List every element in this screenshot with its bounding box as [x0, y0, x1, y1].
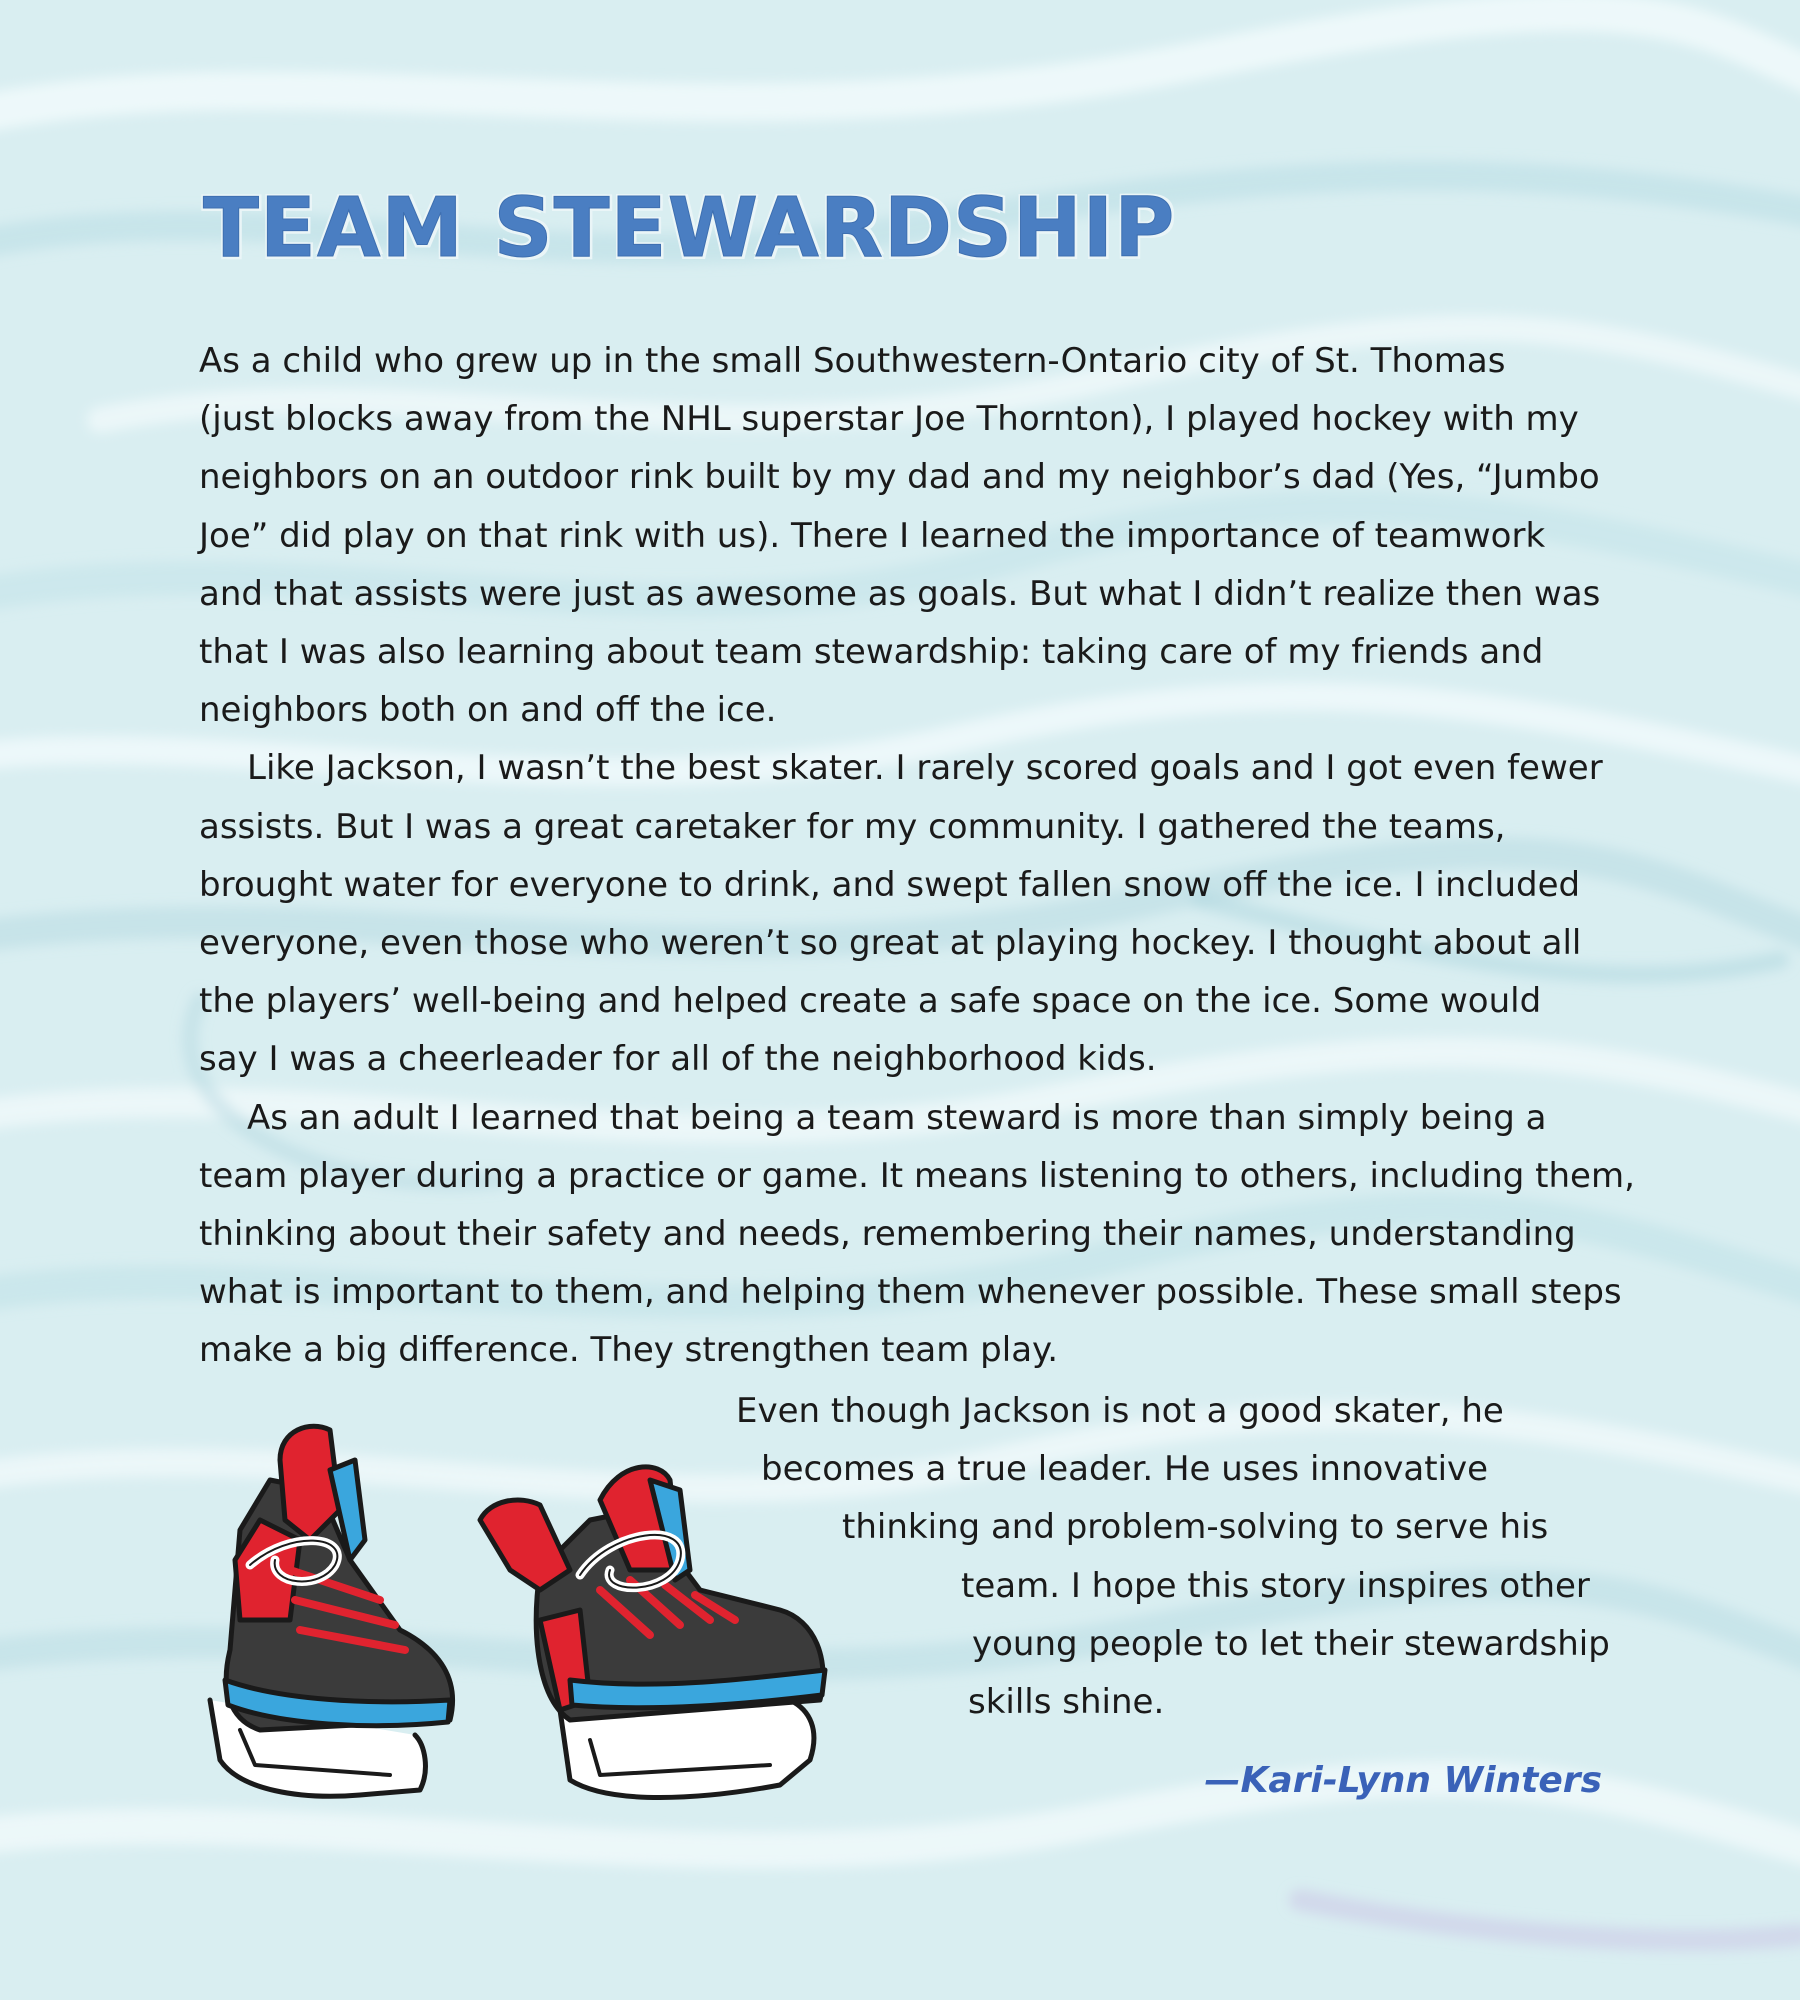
right-skate [480, 1467, 825, 1798]
text-line: neighbors both on and off the ice. [199, 690, 777, 731]
text-line: Like Jackson, I wasn’t the best skater. I rarely scored goals and I got even fewer [247, 748, 1603, 789]
text-line: young people to let their stewardship [972, 1623, 1610, 1664]
text-line: (just blocks away from the NHL superstar Joe Thornton), I played hockey with my [199, 399, 1579, 440]
text-line: say I was a cheerleader for all of the neighborhood kids. [199, 1039, 1157, 1080]
left-skate [210, 1426, 453, 1796]
text-line: that I was also learning about team stewardship: taking care of my friends and [199, 632, 1544, 673]
text-line: skills shine. [968, 1682, 1165, 1723]
text-line: As an adult I learned that being a team steward is more than simply being a [247, 1097, 1547, 1138]
paragraph-2 [199, 739, 1619, 1088]
paragraph-3 [199, 1089, 1635, 1380]
text-line: thinking and problem-solving to serve his [842, 1507, 1549, 1548]
essay-body [199, 332, 1635, 1380]
paragraph-1 [199, 332, 1619, 739]
text-line: brought water for everyone to drink, and swept fallen snow off the ice. I included [199, 864, 1581, 905]
text-line: team player during a practice or game. It means listening to others, including them, [199, 1155, 1635, 1196]
text-line: team. I hope this story inspires other [961, 1565, 1590, 1606]
text-line: the players’ well-being and helped create a safe space on the ice. Some would [199, 981, 1542, 1022]
text-line: Even though Jackson is not a good skater, he [736, 1391, 1504, 1431]
text-line: make a big difference. They strengthen team play. [199, 1330, 1059, 1371]
text-line: Joe” did play on that rink with us). There I learned the importance of teamwork [199, 515, 1546, 556]
text-line: thinking about their safety and needs, remembering their names, understanding [199, 1214, 1576, 1255]
text-line: neighbors on an outdoor rink built by my dad and my neighbor’s dad (Yes, “Jumbo [199, 457, 1600, 498]
text-line: everyone, even those who weren’t so great at playing hockey. I thought about all [199, 923, 1582, 964]
text-line: As a child who grew up in the small Southwestern-Ontario city of St. Thomas [199, 341, 1506, 381]
text-line: becomes a true leader. He uses innovative [761, 1449, 1489, 1490]
page-title: TEAM STEWARDSHIP [203, 181, 1176, 276]
text-line: and that assists were just as awesome as goals. But what I didn’t realize then was [199, 573, 1601, 614]
author-signature: —Kari-Lynn Winters [1204, 1760, 1602, 1801]
text-line: what is important to them, and helping them whenever possible. These small steps [199, 1272, 1622, 1313]
hockey-skates-illustration [180, 1400, 880, 1820]
text-line: assists. But I was a great caretaker for my community. I gathered the teams, [199, 806, 1506, 847]
